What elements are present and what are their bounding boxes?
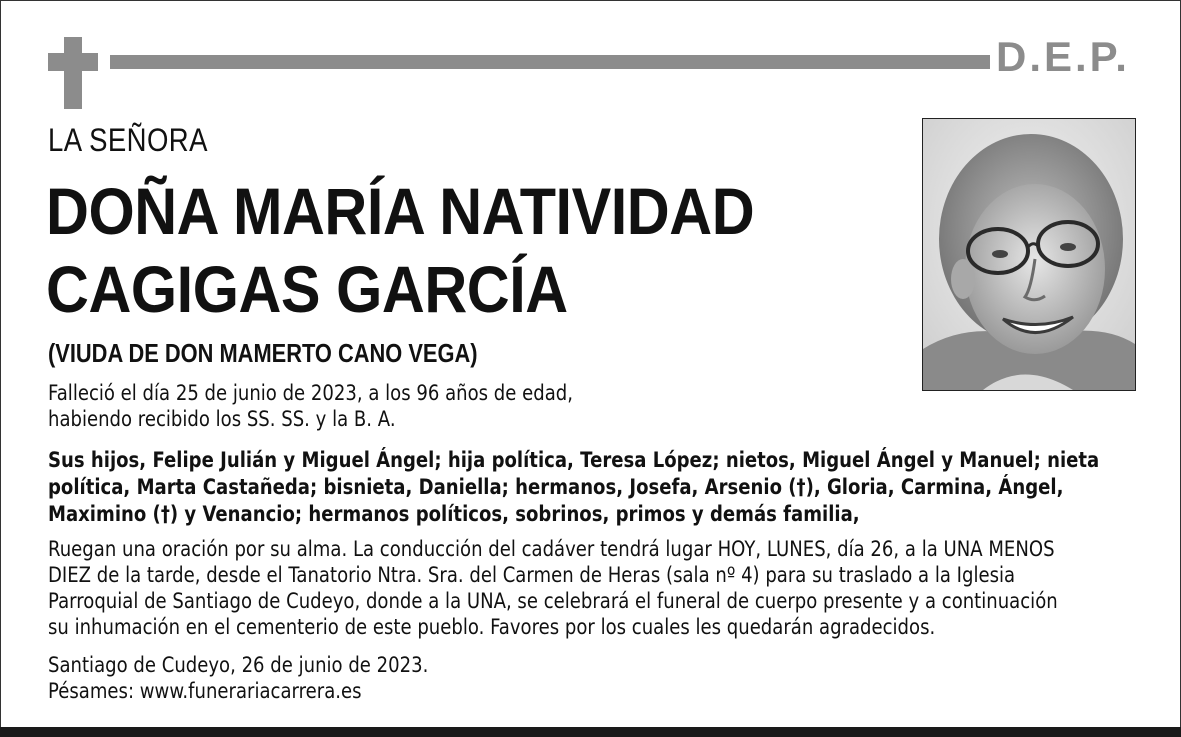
family-line-2: política, Marta Castañeda; bisnieta, Daniella; hermanos, Josefa, Arsenio (†), Gloria, Carmina, Ángel, <box>48 475 1064 499</box>
death-line-2: habiendo recibido los SS. SS. y la B. A. <box>48 407 396 431</box>
death-line-1: Falleció el día 25 de junio de 2023, a los 96 años de edad, <box>48 381 573 405</box>
request-line-1: Ruegan una oración por su alma. La conducción del cadáver tendrá lugar HOY, LUNES, día 26, a la UNA MENOS <box>48 537 1055 561</box>
condolences-line: Pésames: www.funerariacarrera.es <box>48 679 362 703</box>
request-line-4: su inhumación en el cementerio de este pueblo. Favores por los cuales les quedarán agradecidos. <box>48 615 936 639</box>
dep-label: D.E.P. <box>996 33 1130 80</box>
family-line-3: Maximino (†) y Venancio; hermanos políticos, sobrinos, primos y demás familia, <box>48 502 860 526</box>
intro-label: LA SEÑORA <box>48 122 208 158</box>
place-date: Santiago de Cudeyo, 26 de junio de 2023. <box>48 653 429 677</box>
deceased-name-line1: DOÑA MARÍA NATIVIDAD <box>46 174 755 248</box>
bottom-bar <box>0 727 1181 737</box>
widow-of-line: (VIUDA DE DON MAMERTO CANO VEGA) <box>48 338 478 368</box>
header-rule <box>110 55 990 69</box>
request-line-3: Parroquial de Santiago de Cudeyo, donde a la UNA, se celebrará el funeral de cuerpo presente y a continuación <box>48 589 1058 613</box>
request-line-2: DIEZ de la tarde, desde el Tanatorio Ntra. Sra. del Carmen de Heras (sala nº 4) para su traslado a la Iglesia <box>48 563 1016 587</box>
deceased-name-line2: CAGIGAS GARCÍA <box>46 252 568 326</box>
portrait-photo <box>922 118 1136 391</box>
family-line-1: Sus hijos, Felipe Julián y Miguel Ángel; hija política, Teresa López; nietos, Miguel Ángel y Manuel; nieta <box>48 448 1100 472</box>
